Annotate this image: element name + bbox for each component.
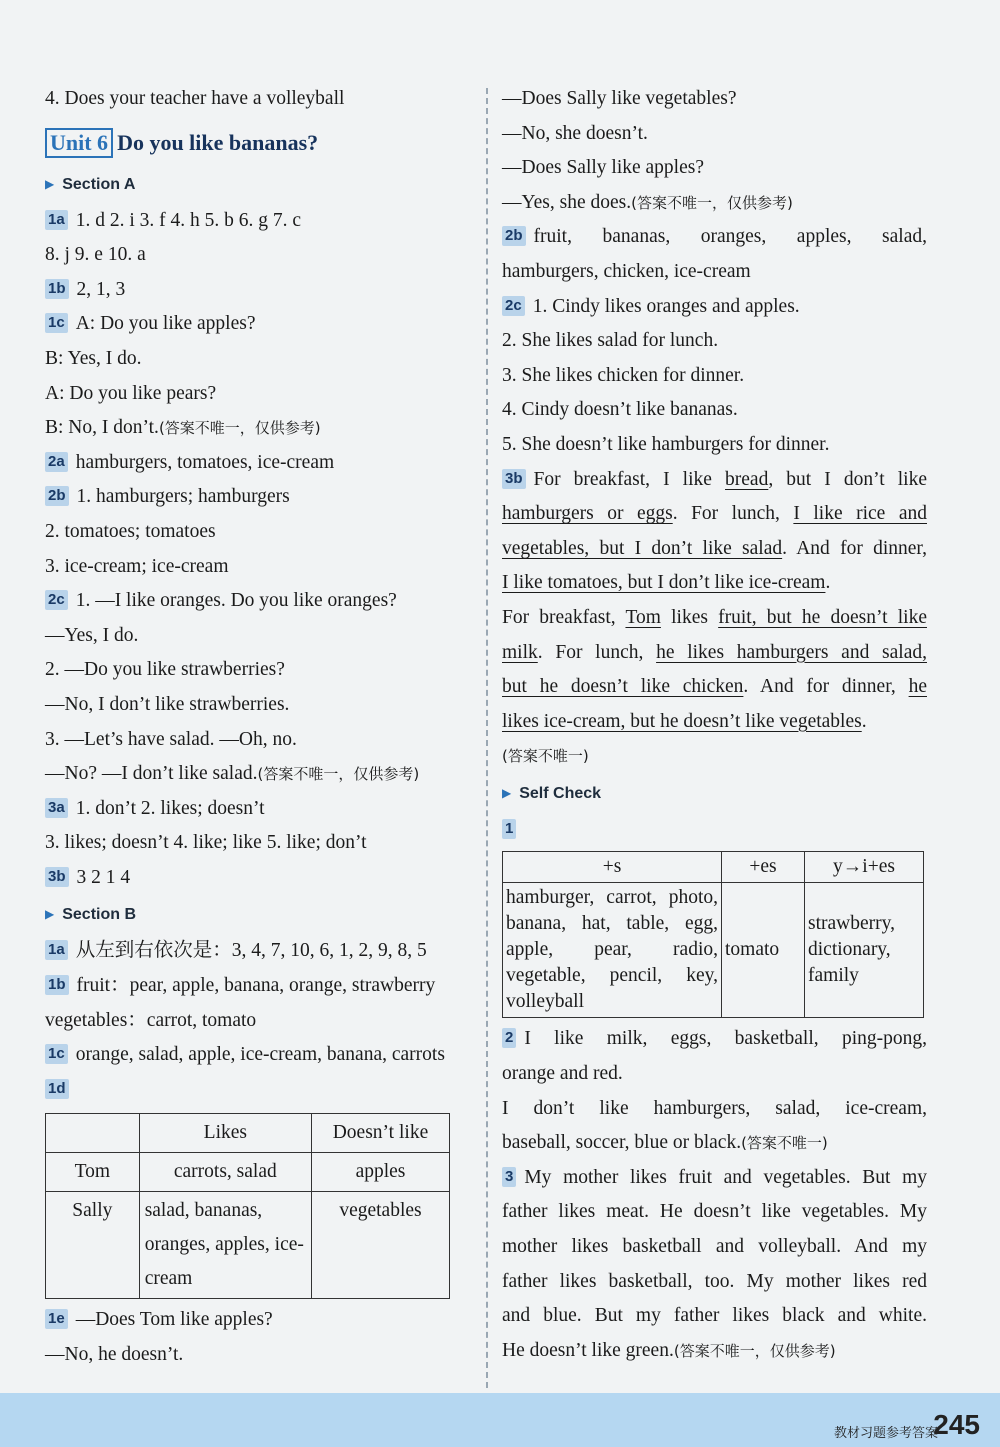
answer-line: 2. She likes salad for lunch.: [502, 330, 719, 352]
answer-line: —No, she doesn’t.: [502, 122, 648, 144]
answer-2c: 2c 1. —I like oranges. Do you like oranges?: [45, 584, 470, 619]
answer-line: 3. She likes chicken for dinner.: [502, 364, 745, 386]
table-header: y→i+es: [805, 852, 924, 883]
underlined-answer: I like rice and: [793, 503, 927, 525]
triangle-icon: ▶: [502, 785, 512, 800]
unit-label: Unit 6: [45, 128, 113, 158]
table-cell: vegetables: [311, 1192, 449, 1299]
question-tag: 2c: [502, 296, 525, 316]
answer-line: vegetables：carrot, tomato: [45, 1009, 257, 1031]
answer-line: I don’t like hamburgers, salad, ice-cream,: [502, 1097, 927, 1119]
answer-line: 4. Cindy doesn’t like bananas.: [502, 399, 738, 421]
answer-sc2: 2 I like milk, eggs, basketball, ping-pong,: [502, 1022, 927, 1057]
answer-b3b: 3b For breakfast, I like bread, but I don’t like: [502, 463, 927, 498]
answer-line: but he doesn’t like chicken. And for dinner, he: [502, 676, 927, 698]
answer-line: —No, I don’t like strawberries.: [45, 693, 290, 715]
question-tag: 2c: [45, 590, 68, 610]
answer-b1b: 1b fruit：pear, apple, banana, orange, strawberry: [45, 969, 470, 1004]
answer-sc3: 3 My mother likes fruit and vegetables. But my: [502, 1161, 927, 1196]
question-tag: 1b: [45, 975, 69, 995]
answer-line: hamburgers, chicken, ice-cream: [502, 260, 751, 282]
unit-heading: [45, 121, 470, 165]
answer-b2b: 2b fruit, bananas, oranges, apples, salad,: [502, 220, 927, 255]
underlined-answer: Tom: [625, 606, 661, 628]
answer-b1d: [45, 1073, 470, 1108]
answer-line: 2. —Do you like strawberries?: [45, 659, 285, 681]
table-cell: tomato: [722, 883, 805, 1018]
question-tag: 1e: [45, 1309, 68, 1329]
answer-line: 5. She doesn’t like hamburgers for dinner.: [502, 433, 830, 455]
question-tag: 1c: [45, 313, 68, 333]
answer-sc1: [502, 813, 927, 848]
table-header: Doesn’t like: [311, 1114, 449, 1153]
answer-line: —Does Sally like vegetables?: [502, 88, 737, 109]
table-cell: apples: [311, 1153, 449, 1192]
table-row: [46, 1192, 450, 1299]
answer-b2c: 2c 1. Cindy likes oranges and apples.: [502, 290, 927, 325]
table-row: [46, 1153, 450, 1192]
answer-note: (答案不唯一，仅供参考): [631, 193, 793, 212]
underlined-answer: vegetables, but I don’t like salad: [502, 537, 783, 559]
left-column: [45, 82, 470, 1373]
table-header: +es: [722, 852, 805, 883]
answer-line: likes ice-cream, but he doesn’t like vegetables.: [502, 710, 867, 732]
question-tag: 2b: [45, 486, 69, 506]
answer-line: 4. Does your teacher have a volleyball: [45, 88, 345, 109]
underlined-answer: he likes hamburgers and salad,: [656, 641, 927, 663]
answer-1b: 1b 2, 1, 3: [45, 273, 470, 308]
table-header: Likes: [139, 1114, 311, 1153]
answer-line: —Yes, she does.(答案不唯一，仅供参考): [502, 191, 793, 213]
table-header: +s: [503, 852, 722, 883]
answer-line: orange and red.: [502, 1063, 623, 1085]
answer-line: father likes meat. He doesn’t like vegetables. My: [502, 1201, 927, 1223]
table-cell: strawberry, dictionary, family: [805, 883, 924, 1018]
answer-line: and blue. But my father likes black and white.: [502, 1305, 927, 1327]
question-tag: 1a: [45, 210, 68, 230]
answer-line: I like tomatoes, but I don’t like ice-cream.: [502, 572, 831, 594]
question-tag: 2b: [502, 226, 526, 246]
question-tag: 3b: [502, 469, 526, 489]
table-cell: salad, bananas, oranges, apples, ice-cream: [139, 1192, 311, 1299]
table-cell: hamburger, carrot, photo, banana, hat, table, egg, apple, pear, radio, vegetable, pencil, key, volleyball: [503, 883, 722, 1018]
answer-line: mother likes basketball and volleyball. And my: [502, 1236, 927, 1258]
answer-b1a: 1a 从左到右依次是：3, 4, 7, 10, 6, 1, 2, 9, 8, 5: [45, 934, 470, 969]
answer-line: —Does Sally like apples?: [502, 157, 704, 179]
question-tag: 1d: [45, 1079, 69, 1099]
table-cell: carrots, salad: [139, 1153, 311, 1192]
table-cell: Sally: [46, 1192, 140, 1299]
likes-table: [45, 1113, 450, 1299]
answer-note: (答案不唯一，仅供参考): [257, 765, 420, 784]
answer-2b: 2b 1. hamburgers; hamburgers: [45, 480, 470, 515]
question-tag: 3b: [45, 867, 69, 887]
answer-note: (答案不唯一): [741, 1134, 828, 1153]
question-tag: 3: [502, 1167, 516, 1187]
page-number: 245: [933, 1409, 980, 1440]
answer-line: A: Do you like pears?: [45, 382, 217, 404]
column-divider: [486, 88, 488, 1388]
answer-line: milk. For lunch, he likes hamburgers and salad,: [502, 641, 927, 663]
table-header: [46, 1114, 140, 1153]
question-tag: 1: [502, 819, 516, 839]
answer-line: vegetables, but I don’t like salad. And for dinner,: [502, 537, 928, 559]
table-header-row: [46, 1114, 450, 1153]
plural-table: [502, 851, 924, 1018]
section-a-heading: ▶ Section A: [45, 175, 136, 193]
answer-line: —Yes, I do.: [45, 624, 139, 646]
underlined-answer: milk: [502, 641, 538, 663]
section-b-heading: ▶ Section B: [45, 906, 137, 924]
self-check-heading: ▶ Self Check: [502, 784, 602, 802]
answer-line: —No? —I don’t like salad.(答案不唯一，仅供参考): [45, 763, 420, 785]
underlined-answer: I like tomatoes, but I don’t like ice-cream: [502, 572, 826, 594]
answer-3b: 3b 3 2 1 4: [45, 861, 470, 896]
answer-line: baseball, soccer, blue or black.(答案不唯一): [502, 1132, 828, 1154]
answer-2a: 2a hamburgers, tomatoes, ice-cream: [45, 446, 470, 481]
answer-line: B: No, I don’t.(答案不唯一，仅供参考): [45, 417, 321, 439]
question-tag: 1c: [45, 1044, 68, 1064]
table-header-row: [503, 852, 924, 883]
answer-b1e: 1e —Does Tom like apples?: [45, 1303, 470, 1338]
answer-note: (答案不唯一，仅供参考): [673, 1341, 836, 1360]
answer-line: 3. ice-cream; ice-cream: [45, 555, 229, 577]
answer-b1c: 1c orange, salad, apple, ice-cream, banana, carrots: [45, 1038, 470, 1073]
answer-3a: 3a 1. don’t 2. likes; doesn’t: [45, 792, 470, 827]
question-tag: 1a: [45, 940, 68, 960]
underlined-answer: bread: [725, 468, 769, 490]
question-tag: 2: [502, 1028, 516, 1048]
answer-line: 8. j 9. e 10. a: [45, 244, 146, 266]
answer-line: 3. likes; doesn’t 4. like; like 5. like; don’t: [45, 832, 367, 854]
answer-line: hamburgers or eggs. For lunch, I like rice and: [502, 503, 927, 525]
answer-line: He doesn’t like green.(答案不唯一，仅供参考): [502, 1339, 836, 1361]
answer-line: For breakfast, Tom likes fruit, but he doesn’t like: [502, 606, 927, 628]
answer-1a: 1a 1. d 2. i 3. f 4. h 5. b 6. g 7. c: [45, 204, 470, 239]
underlined-answer: likes ice-cream, but he doesn’t like vegetables: [502, 710, 862, 732]
question-tag: 3a: [45, 798, 68, 818]
underlined-answer: hamburgers or eggs: [502, 503, 673, 525]
answer-1c: 1c A: Do you like apples?: [45, 307, 470, 342]
answer-note: (答案不唯一): [502, 747, 589, 766]
table-row: [503, 883, 924, 1018]
answer-line: B: Yes, I do.: [45, 347, 142, 369]
answer-line: 3. —Let’s have salad. —Oh, no.: [45, 728, 297, 750]
table-cell: Tom: [46, 1153, 140, 1192]
underlined-answer: but he doesn’t like chicken: [502, 676, 744, 698]
triangle-icon: ▶: [45, 907, 55, 922]
underlined-answer: fruit, but he doesn’t like: [718, 606, 927, 628]
question-tag: 1b: [45, 279, 69, 299]
answer-note: (答案不唯一，仅供参考): [158, 419, 321, 438]
question-tag: 2a: [45, 452, 68, 472]
answer-line: 2. tomatoes; tomatoes: [45, 520, 216, 542]
triangle-icon: ▶: [45, 176, 55, 191]
underlined-answer: he: [908, 676, 927, 698]
unit-title: Do you like bananas?: [117, 129, 319, 155]
right-column: [502, 82, 927, 1368]
answer-line: father likes basketball, too. My mother likes red: [502, 1270, 927, 1292]
answer-line: —No, he doesn’t.: [45, 1344, 184, 1366]
footer-label: 教材习题参考答案: [833, 1426, 938, 1441]
